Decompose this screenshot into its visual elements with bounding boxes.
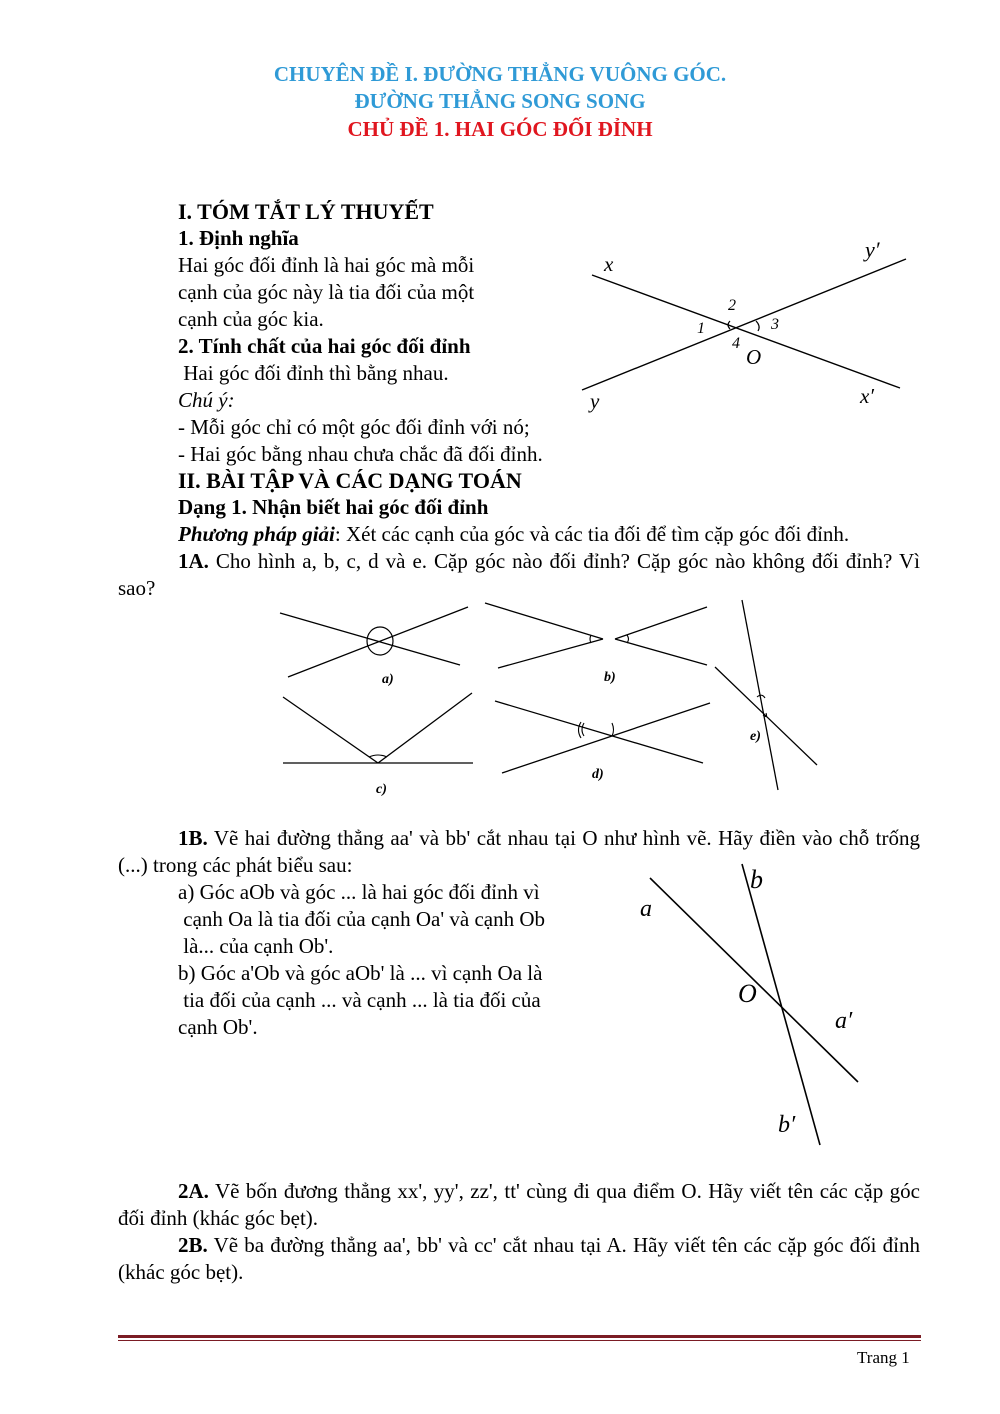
header-line-1: CHUYÊN ĐỀ I. ĐƯỜNG THẲNG VUÔNG GÓC. (273, 62, 727, 86)
theory-title: I. TÓM TẮT LÝ THUYẾT (178, 199, 434, 224)
exercise-2a (118, 1178, 920, 1232)
footer-rule-thin (118, 1340, 921, 1341)
figure-d (495, 701, 710, 782)
label-x: x (604, 252, 614, 276)
exercise-1b-text: Vẽ hai đường thẳng aa' và bb' cắt nhau tại O như hình vẽ. Hãy điền vào chỗ trống (...) trong các phát biểu sau: (118, 826, 920, 877)
label-a: a (640, 896, 652, 922)
method-line (178, 521, 849, 548)
label-fig-a: a) (382, 672, 394, 687)
method-label: Phương pháp giải (178, 522, 335, 546)
definition-line-3: cạnh của góc kia. (178, 307, 324, 331)
note-label: Chú ý: (178, 388, 235, 412)
dang1-title: Dạng 1. Nhận biết hai góc đối đỉnh (178, 495, 489, 519)
figure-a (280, 607, 468, 687)
exercise-1b-line-2: cạnh Oa là tia đối của cạnh Oa' và cạnh Ob (178, 907, 546, 931)
vertical-angles-figure (560, 225, 930, 420)
exercises-title: II. BÀI TẬP VÀ CÁC DẠNG TOÁN (178, 468, 522, 493)
figure-e (715, 600, 817, 790)
exercise-1a-text: Cho hình a, b, c, d và e. Cặp góc nào đối đỉnh? Cặp góc nào không đối đỉnh? Vì sao? (118, 549, 920, 600)
exercise-1b-line-4: b) Góc a'Ob và góc aOb' là ... vì cạnh Oa là (178, 961, 543, 985)
header-line-3: CHỦ ĐỀ 1. HAI GÓC ĐỐI ĐỈNH (347, 117, 653, 141)
exercise-1b-line-1: a) Góc aOb và góc ... là hai góc đối đỉnh vì (178, 880, 540, 904)
note-1: - Mỗi góc chỉ có một góc đối đỉnh với nó; (178, 415, 530, 439)
label-x-prime: x′ (860, 384, 874, 408)
exercise-1b-line-3: là... của cạnh Ob'. (178, 934, 334, 958)
label-b: b (750, 865, 763, 894)
label-fig-c: c) (376, 782, 387, 797)
exercise-2a-number: 2A. (178, 1179, 209, 1203)
angle-label-2: 2 (728, 297, 736, 314)
label-fig-b: b) (604, 670, 616, 685)
label-y: y (590, 389, 600, 413)
header-line-2: ĐƯỜNG THẲNG SONG SONG (354, 89, 646, 113)
exercise-2a-text: Vẽ bốn đương thẳng xx', yy', zz', tt' cùng đi qua điểm O. Hãy viết tên các cặp góc đối đỉnh (khác góc bẹt). (118, 1179, 920, 1230)
definition-title: 1. Định nghĩa (178, 226, 299, 250)
exercise-2b-text: Vẽ ba đường thẳng aa', bb' và cc' cắt nhau tại A. Hãy viết tên các cặp góc đối đỉnh (khác góc bẹt). (118, 1233, 920, 1284)
label-o: O (746, 345, 762, 369)
label-b-prime: b′ (778, 1112, 796, 1138)
property-text: Hai góc đối đỉnh thì bằng nhau. (178, 361, 449, 385)
exercise-2b (118, 1232, 920, 1286)
definition-line-2: cạnh của góc này là tia đối của một (178, 280, 475, 304)
exercise-2b-number: 2B. (178, 1233, 208, 1257)
angle-label-1: 1 (697, 320, 705, 337)
lines-aa-bb-figure (630, 860, 890, 1160)
exercise-1b-line-5: tia đối của cạnh ... và cạnh ... là tia đối của (178, 988, 541, 1012)
label-y-prime: y′ (865, 237, 880, 262)
definition-line-1: Hai góc đối đỉnh là hai góc mà mỗi (178, 253, 475, 277)
method-text: : Xét các cạnh của góc và các tia đối để tìm cặp góc đối đỉnh. (334, 522, 850, 546)
note-2: - Hai góc bằng nhau chưa chắc đã đối đỉnh. (178, 442, 543, 466)
angle-label-3: 3 (771, 316, 779, 333)
exercise-1a-number: 1A. (178, 549, 209, 573)
exercise-1b-line-6: cạnh Ob'. (178, 1015, 258, 1039)
label-fig-e: e) (750, 729, 761, 744)
figure-b (485, 603, 707, 685)
page-number: Trang 1 (857, 1348, 910, 1367)
label-o: O (738, 979, 757, 1008)
label-fig-d: d) (592, 767, 604, 782)
label-a-prime: a′ (835, 1008, 853, 1034)
figure-c (283, 693, 473, 797)
property-title: 2. Tính chất của hai góc đối đỉnh (178, 334, 471, 358)
figures-a-to-e (270, 595, 840, 805)
exercise-1b-number: 1B. (178, 826, 208, 850)
angle-label-4: 4 (732, 335, 740, 352)
exercise-1a (118, 548, 920, 602)
footer-rule (118, 1335, 921, 1338)
